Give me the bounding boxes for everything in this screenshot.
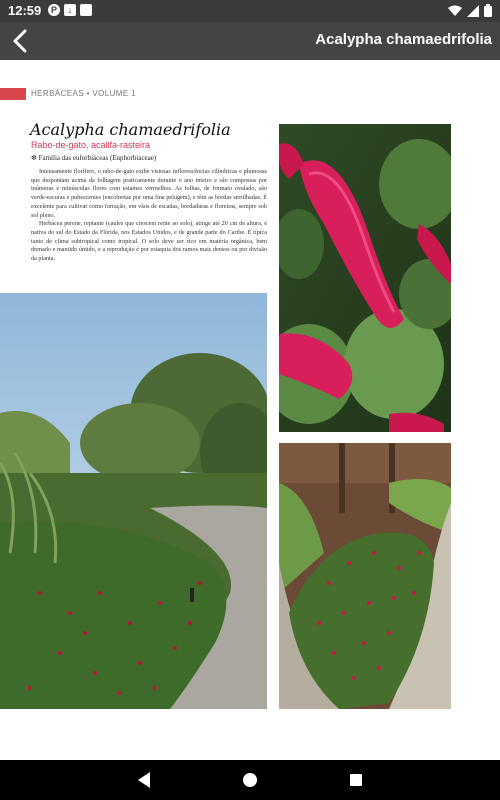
plant-title: Acalypha chamaedrifolia [30, 120, 231, 139]
flower-closeup-photo [279, 124, 451, 432]
nav-back-icon[interactable] [136, 771, 152, 789]
app-bar [0, 22, 500, 60]
family-line: ✻ Família das euforbiáceas (Euphorbiaceae) [31, 154, 157, 162]
notification-download-icon: ↓ [64, 4, 76, 16]
section-marker [0, 88, 26, 100]
notification-p-icon: P [48, 4, 60, 16]
paragraph: Herbácea perene, reptante (caules que crescem rente ao solo), atinge até 20 cm de altura, é nativa do sul do Estado da Flórida, nos Estados Unidos, e de grande parte do Caribe. É típica tanto de clima subtropical como tropical. O solo deve ser rico em matéria orgânica, bem drenado e mantido úmido, e a reprodução é por estaquia dos ramos mais densos ou por divisão da planta. [31, 220, 267, 263]
section-label: HERBÁCEAS • VOLUME 1 [31, 89, 137, 98]
walkway-border-photo [279, 443, 451, 709]
nav-recents-icon[interactable] [348, 771, 364, 789]
paragraph: Intensamente florífero, o rabo-de-gato exibe vistosas inflorescências cilíndricas e plumosas que despontam acima da folhagem praticamente durante o ano inteiro e são compostas por inúmeras e minúsculas flores com estames vermelhos. As folhas, de formato ovalado, são verde-escuras e pubescentes (encobertas por uma fina pelugem), e têm as bordas serrilhadas. É excelente para cultivar como forração, em vãos de escadas, bordaduras e floreiras, sempre sob sol pleno. [31, 168, 267, 219]
common-names: Rabo-de-gato, acalifa-rasteira [31, 140, 151, 150]
notification-sd-card-icon [80, 4, 92, 16]
battery-icon [484, 4, 492, 17]
app-title: Acalypha chamaedrifolia [315, 31, 492, 48]
status-time: 12:59 [8, 3, 42, 18]
wifi-icon [448, 5, 462, 17]
nav-home-icon[interactable] [242, 771, 258, 789]
back-arrow-icon[interactable] [8, 28, 34, 54]
status-bar [0, 0, 500, 22]
system-nav-bar [0, 760, 500, 800]
garden-path-photo [0, 293, 267, 709]
body-text [31, 168, 267, 264]
signal-icon [467, 5, 479, 17]
book-page[interactable] [0, 60, 500, 760]
